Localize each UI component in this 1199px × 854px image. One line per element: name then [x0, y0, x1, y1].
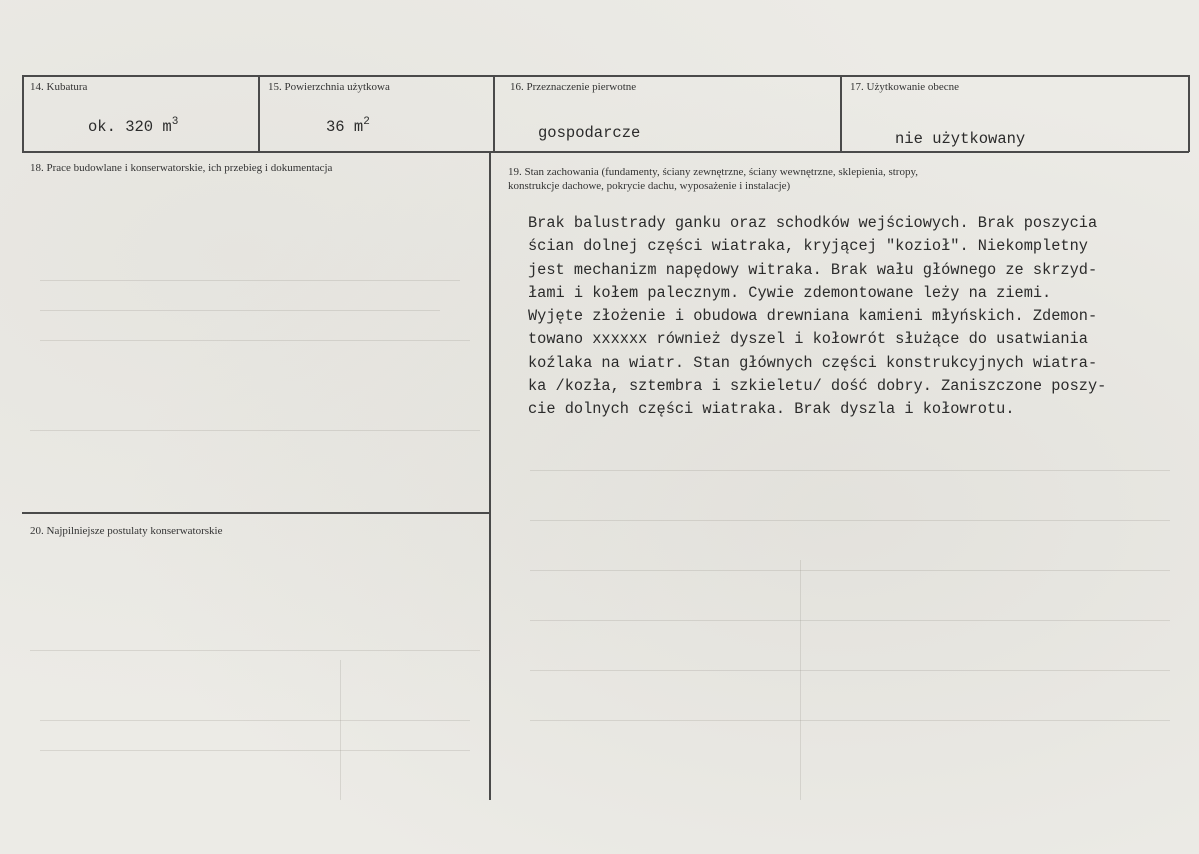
right-border [1188, 75, 1190, 152]
row-divider-18-20 [22, 512, 490, 514]
field-15-label: 15. Powierzchnia użytkowa [268, 81, 390, 93]
field-15-value [326, 116, 370, 136]
show-through-mark [530, 520, 1170, 521]
field-19-text-line: łami i kołem palecznym. Cywie zdemontowane leży na ziemi. [528, 283, 1052, 302]
left-border [22, 75, 24, 152]
field-19-label-line1: 19. Stan zachowania (fundamenty, ściany zewnętrzne, ściany wewnętrzne, sklepienia, stropy, [508, 166, 919, 178]
field-15-value-sup: 2 [363, 116, 370, 128]
field-14-value-sup: 3 [171, 116, 179, 128]
show-through-mark [40, 340, 470, 341]
field-16-value: gospodarcze [538, 124, 641, 142]
show-through-mark [530, 720, 1170, 721]
show-through-mark [530, 570, 1170, 571]
field-19-label-line2: konstrukcje dachowe, pokrycie dachu, wyposażenie i instalacje) [508, 180, 791, 192]
col-divider-15-16 [493, 75, 495, 152]
field-16-label: 16. Przeznaczenie pierwotne [510, 81, 637, 93]
field-20-label: 20. Najpilniejsze postulaty konserwatorskie [30, 525, 223, 537]
top-border [22, 75, 1189, 77]
field-19-text [528, 212, 1178, 422]
show-through-mark [340, 660, 341, 800]
col-divider-18-19 [489, 152, 491, 800]
show-through-mark [40, 720, 470, 721]
field-19-text-line: Wyjęte złożenie i obudowa drewniana kamieni młyńskich. Zdemon- [528, 307, 1098, 326]
field-19-text-line: ścian dolnej części wiatraka, kryjącej "kozioł". Niekompletny [528, 237, 1088, 256]
field-17-label: 17. Użytkowanie obecne [850, 81, 960, 93]
show-through-mark [40, 310, 440, 311]
show-through-mark [30, 430, 480, 431]
show-through-mark [40, 750, 470, 751]
field-19-text-line: ka /kozła, sztembra i szkieletu/ dość dobry. Zaniszczone poszy- [528, 377, 1107, 396]
field-19-text-line: cie dolnych części wiatraka. Brak dyszla i kołowrotu. [528, 400, 1015, 419]
field-19-text-line: koźlaka na wiatr. Stan głównych części konstrukcyjnych wiatra- [528, 353, 1098, 372]
col-divider-14-15 [258, 75, 260, 152]
field-18-label: 18. Prace budowlane i konserwatorskie, ich przebieg i dokumentacja [30, 162, 333, 174]
field-15-value-text: 36 m [326, 118, 364, 136]
field-17-value: nie użytkowany [895, 130, 1026, 148]
show-through-mark [530, 470, 1170, 471]
show-through-mark [800, 560, 801, 800]
field-19-text-line: Brak balustrady ganku oraz schodków wejściowych. Brak poszycia [528, 214, 1098, 232]
field-14-value-text: ok. 320 m [88, 118, 172, 136]
col-divider-16-17 [840, 75, 842, 152]
field-14-label: 14. Kubatura [30, 81, 88, 93]
field-19-text-line: towano xxxxxx również dyszel i kołowrót służące do usatwiania [528, 330, 1088, 349]
show-through-mark [40, 280, 460, 281]
field-14-value [88, 116, 178, 136]
show-through-mark [530, 670, 1170, 671]
field-19-text-line: jest mechanizm napędowy witraka. Brak wału głównego ze skrzyd- [528, 260, 1098, 279]
show-through-mark [530, 620, 1170, 621]
row-divider-1 [22, 151, 1189, 153]
show-through-mark [30, 650, 480, 651]
